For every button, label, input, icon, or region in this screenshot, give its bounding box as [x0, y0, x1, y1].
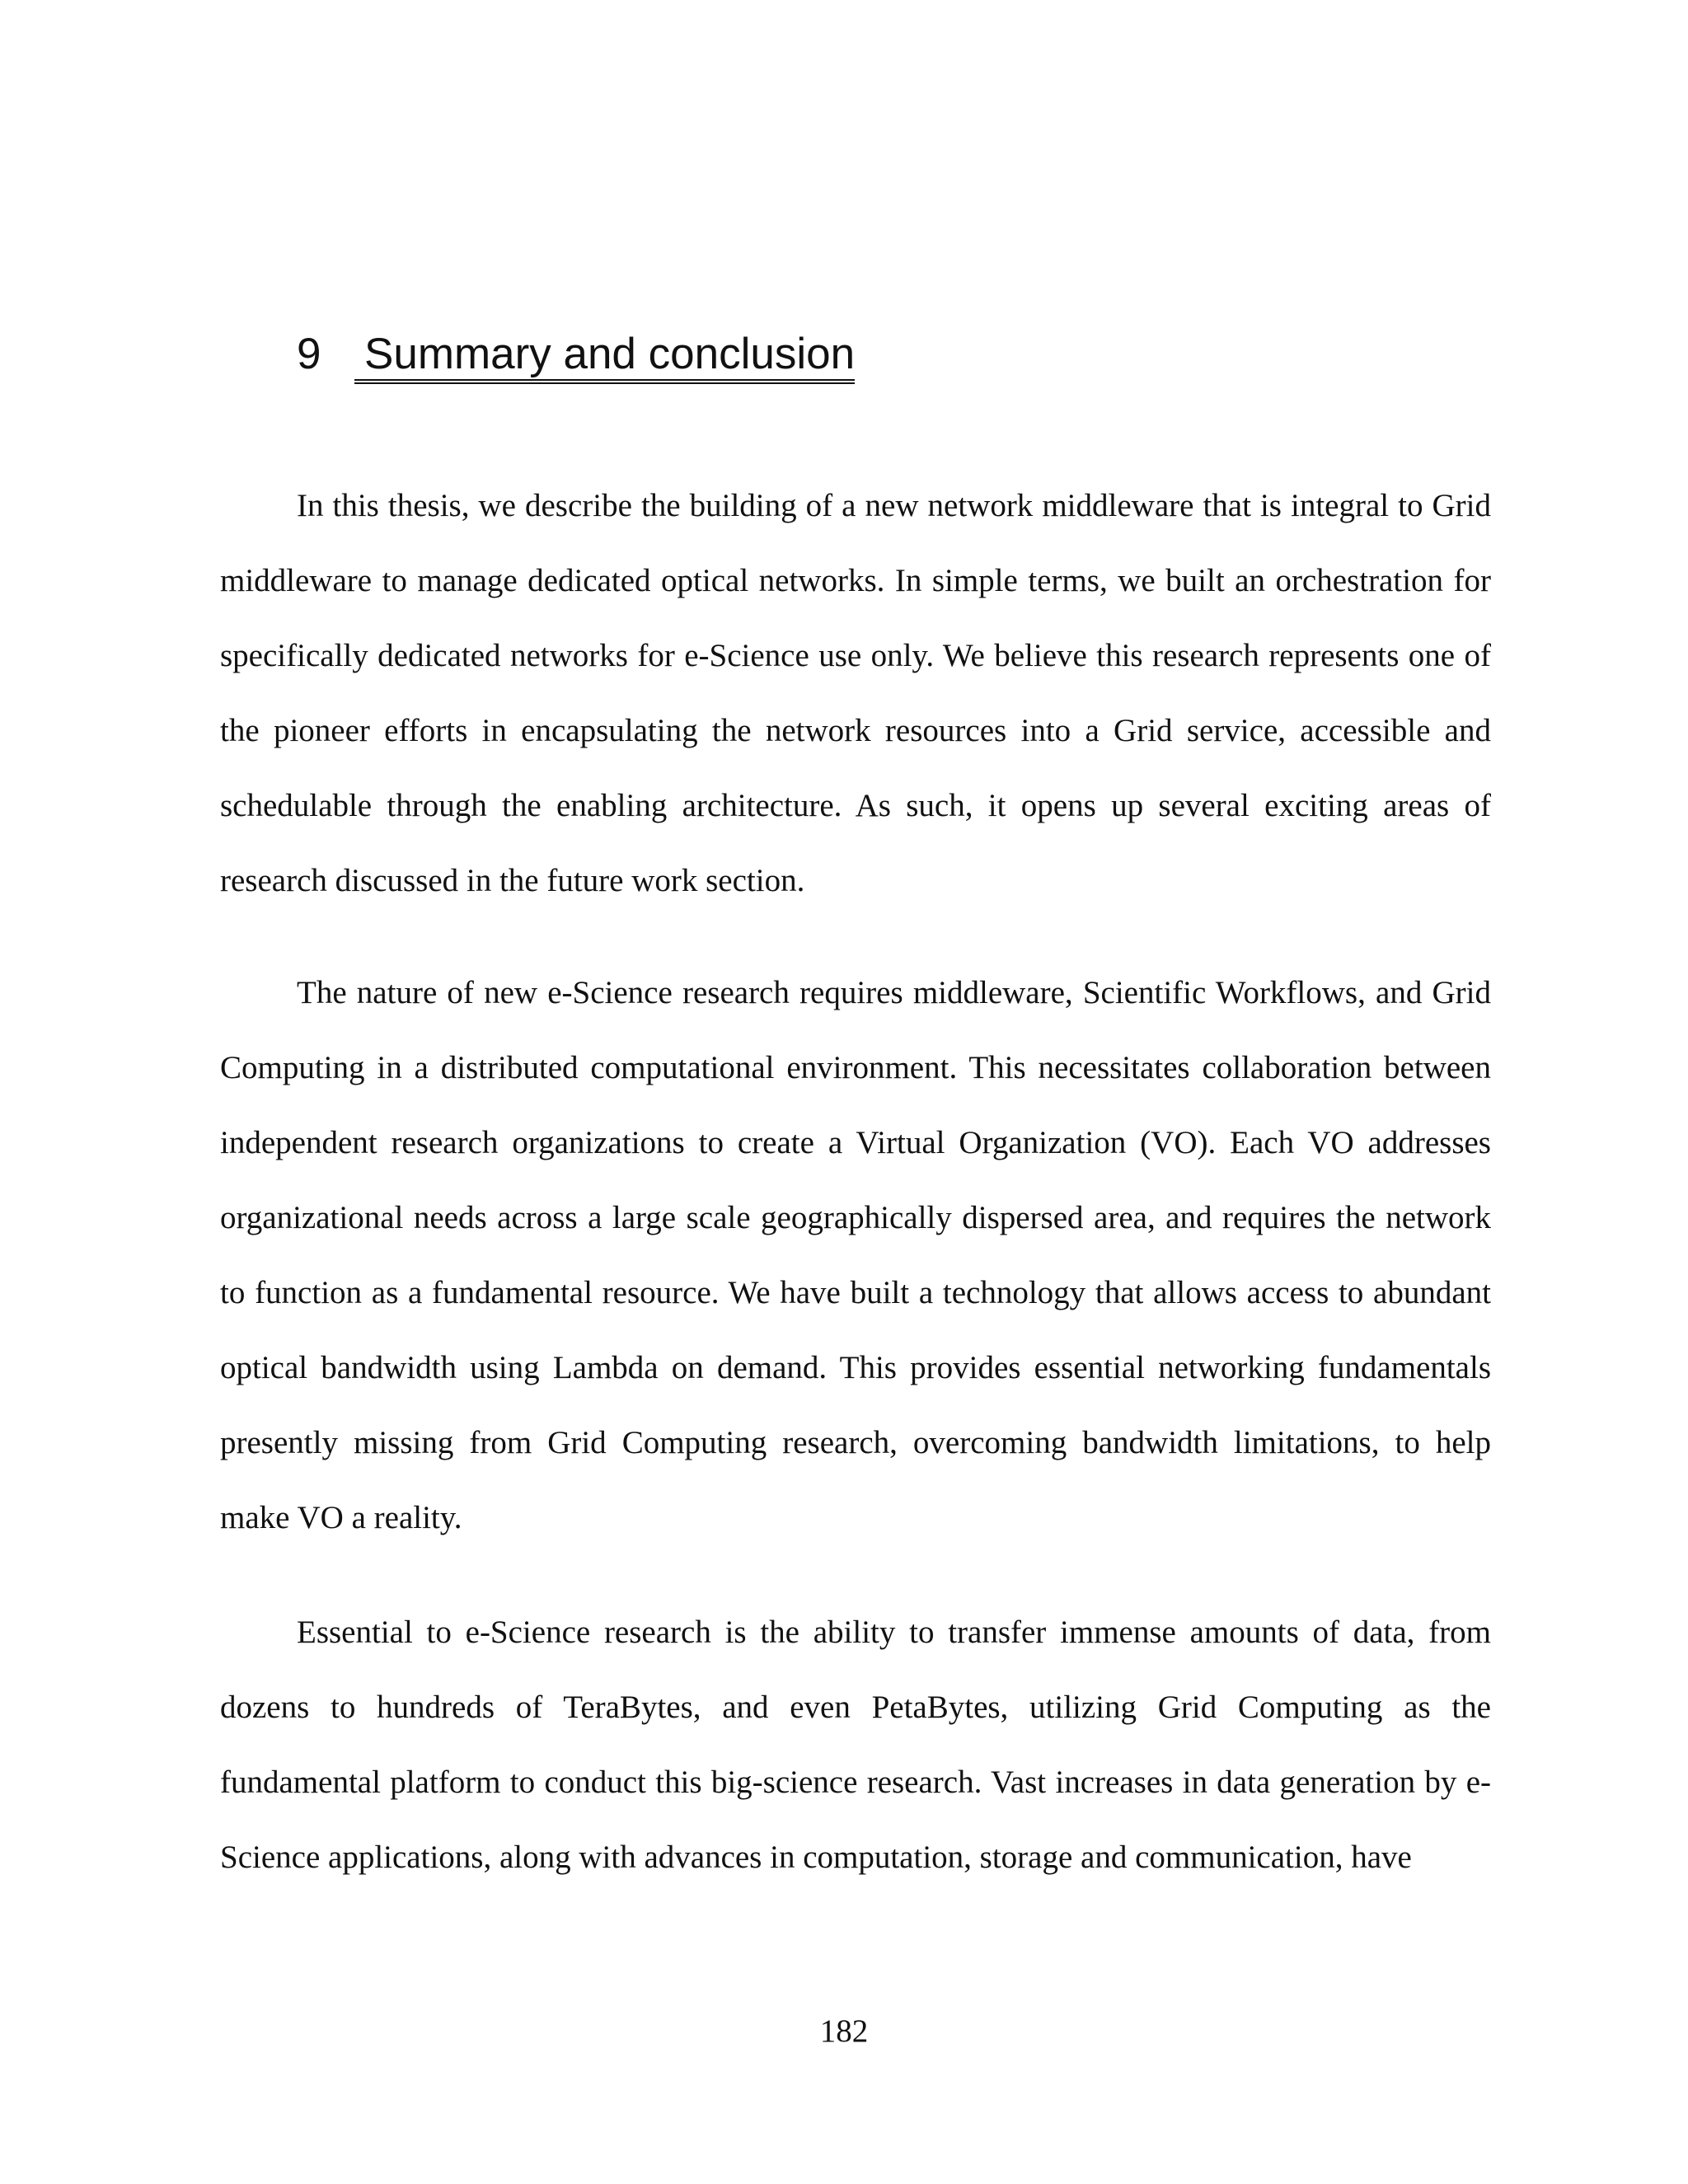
chapter-title: Summary and conclusion: [354, 330, 855, 384]
paragraph-3: Essential to e-Science research is the ability to transfer immense amounts of data, from dozens to hundreds of TeraBytes, and even PetaBytes, utilizing Grid Computing as the fundamental platform to conduct this big-science research. Vast increases in data generation by e-Science applications, along with advances in computation, storage and communication, have: [220, 1615, 1491, 1875]
paragraph-2: The nature of new e-Science research requires middleware, Scientific Workflows, and Grid Computing in a distributed computational environment. This necessitates collaboration between independent research organizations to create a Virtual Organization (VO). Each VO addresses organizational needs across a large scale geographically dispersed area, and requires the network to function as a fundamental resource. We have built a technology that allows access to abundant optical bandwidth using Lambda on demand. This provides essential networking fundamentals presently missing from Grid Computing research, overcoming bandwidth limitations, to help make VO a reality.: [220, 975, 1491, 1535]
chapter-heading: [297, 326, 855, 384]
page-number: 182: [819, 2013, 869, 2049]
paragraph-1: In this thesis, we describe the building of a new network middleware that is integral to Grid middleware to manage dedicated optical networks. In simple terms, we built an orchestration for specifically dedicated networks for e-Science use only. We believe this research represents one of the pioneer efforts in encapsulating the network resources into a Grid service, accessible and schedulable through the enabling architecture. As such, it opens up several exciting areas of research discussed in the future work section.: [220, 488, 1491, 898]
chapter-number: 9: [297, 330, 321, 378]
